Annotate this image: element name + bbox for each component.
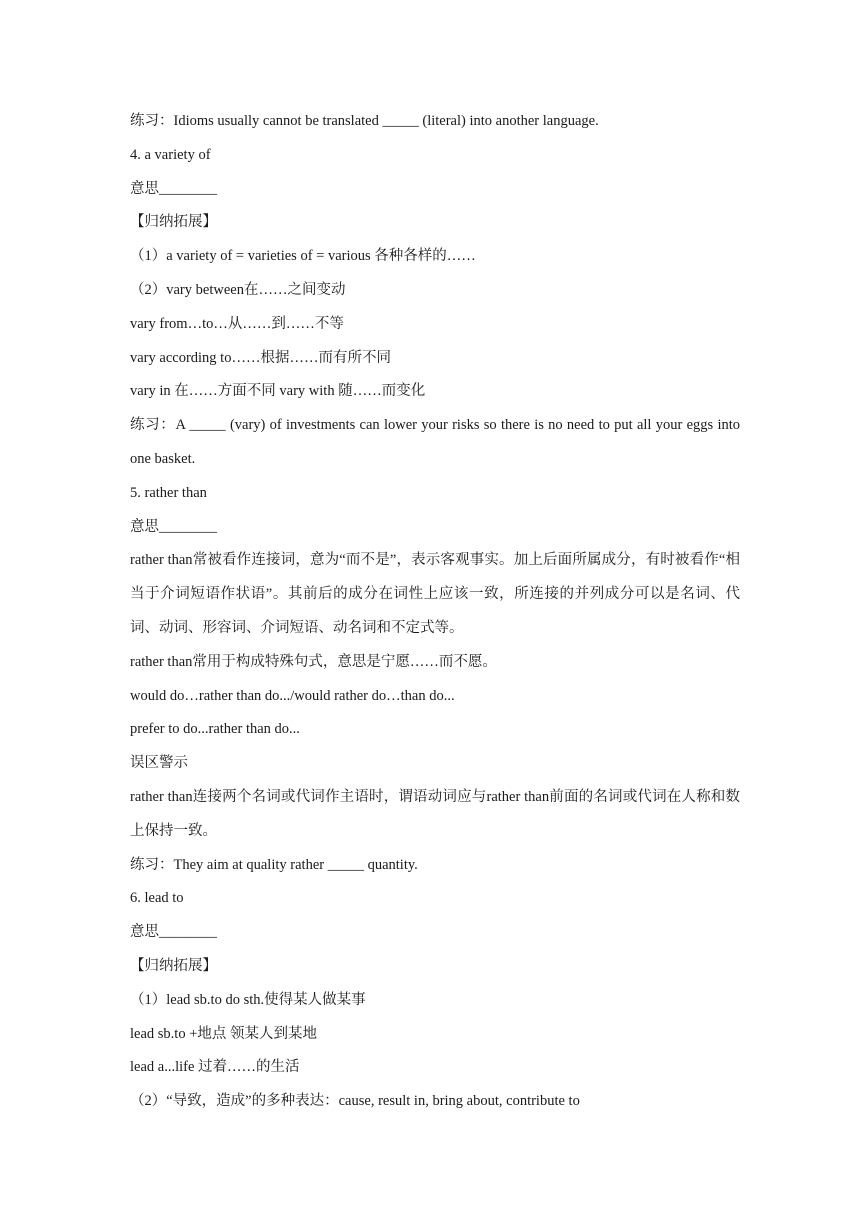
exercise-literal: 练习：Idioms usually cannot be translated _____ (literal) into another language.: [130, 113, 599, 129]
exercise-vary: 练习：A _____ (vary) of investments can lower your risks so there is no need to put all your eggs into one basket.: [130, 417, 740, 467]
warning-paragraph: rather than连接两个名词或代词作主语时，谓语动词应与rather than前面的名词或代词在人称和数上保持一致。: [130, 788, 740, 839]
meaning-blank: 意思________: [130, 180, 217, 197]
would-rather-pattern: would do…rather than do.../would rather do…than do...: [130, 687, 455, 704]
summary-heading: 【归纳拓展】: [130, 214, 217, 231]
warning-heading: 误区警示: [130, 755, 188, 772]
cause-expressions: （2）“导致，造成”的多种表达：cause, result in, bring about, contribute to: [130, 1093, 580, 1110]
vary-in-with: vary in 在……方面不同 vary with 随……而变化: [130, 383, 426, 400]
prefer-pattern: prefer to do...rather than do...: [130, 721, 300, 738]
summary-heading: 【归纳拓展】: [130, 957, 217, 974]
point-vary-between: （2）vary between在……之间变动: [130, 281, 346, 298]
heading-a-variety-of: 4. a variety of: [130, 146, 211, 163]
vary-according-to: vary according to……根据……而有所不同: [130, 349, 391, 366]
point-variety: （1）a variety of = varieties of = various 各种各样的……: [130, 248, 476, 265]
meaning-blank: 意思________: [130, 924, 217, 941]
document-body: [130, 105, 740, 1119]
lead-sb-to-do: （1）lead sb.to do sth.使得某人做某事: [130, 991, 366, 1008]
rather-than-explanation: rather than常被看作连接词，意为“而不是”，表示客观事实。加上后面所属成分，有时被看作“相当于介词短语作状语”。其前后的成分在词性上应该一致，所连接的并列成分可以是名词、代词、动词、形容词、介词短语、动名词和不定式等。: [130, 552, 740, 636]
vary-from-to: vary from…to…从……到……不等: [130, 315, 344, 332]
rather-than-pattern: rather than常用于构成特殊句式，意思是宁愿……而不愿。: [130, 653, 497, 670]
exercise-rather: 练习：They aim at quality rather _____ quantity.: [130, 856, 418, 873]
meaning-blank: 意思________: [130, 518, 217, 535]
lead-a-life: lead a...life 过着……的生活: [130, 1059, 300, 1076]
lead-sb-to-place: lead sb.to +地点 领某人到某地: [130, 1025, 317, 1042]
heading-lead-to: 6. lead to: [130, 890, 184, 907]
heading-rather-than: 5. rather than: [130, 484, 207, 501]
